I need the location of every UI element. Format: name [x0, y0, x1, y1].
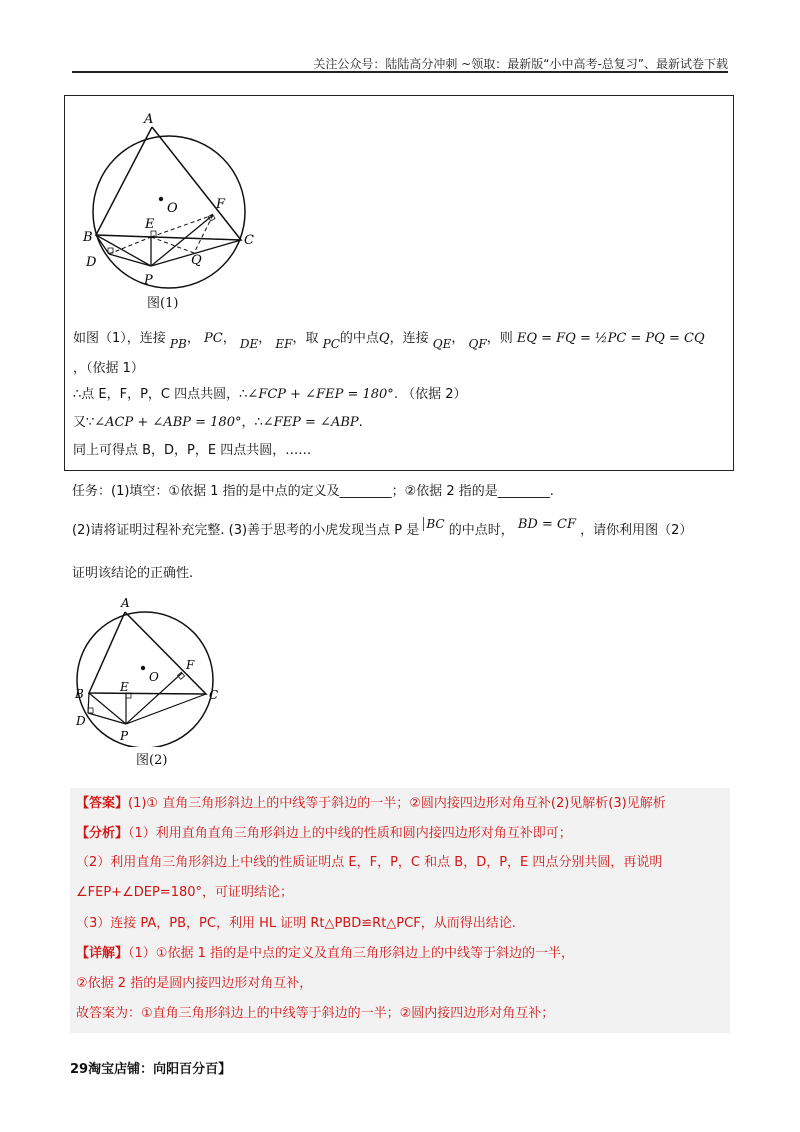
figure-2-caption: 图(2): [136, 753, 168, 768]
detail-line-1: 【详解】（1）①依据 1 指的是中点的定义及直角三角形斜边上的中线等于斜边的一半，: [76, 946, 574, 961]
box-line-2: ，（依据 1）: [73, 361, 144, 376]
analysis-line-4: （3）连接 PA，PB，PC，利用 HL 证明 Rt△PBD≌Rt△PCF，从而得出结论.: [76, 916, 516, 931]
box-line-4: 又∵∠ACP + ∠ABP = 180°，∴∠FEP = ∠ABP.: [73, 415, 363, 430]
label-b-2: B: [75, 687, 84, 701]
dashed-ef: [151, 215, 213, 237]
label-f-2: F: [186, 658, 195, 672]
segment-pc-2: [126, 694, 206, 724]
page-footer: 29淘宝店铺：向阳百分百】: [70, 1062, 232, 1077]
label-d: D: [86, 255, 97, 270]
page-header: 关注公众号：陆陆高分冲刺 ~领取：最新版“小中高考-总复习”、最新试卷下载: [313, 57, 728, 71]
label-d-2: D: [76, 714, 86, 728]
center-dot-2: [141, 666, 145, 670]
label-p: P: [144, 273, 153, 288]
center-dot: [159, 197, 163, 201]
detail-line-3: 故答案为：①直角三角形斜边上的中线等于斜边的一半；②圆内接四边形对角互补；: [76, 1006, 555, 1021]
answer-panel: [70, 788, 730, 1033]
segment-bd: [96, 235, 109, 254]
figure-1-caption: 图(1): [147, 296, 179, 311]
task-line-1: 任务：(1)填空：①依据 1 指的是中点的定义及________；②依据 2 指的是________.: [72, 484, 554, 499]
figure-1: [81, 104, 261, 292]
box-line-5: 同上可得点 B，D，P，E 四点共圆，……: [73, 443, 312, 458]
segment-pd: [109, 254, 151, 266]
box-line-1: 如图（1），连接 PB， PC， DE， EF，取 PC的中点Q，连接 QE， QF，则 EQ = FQ = ½PC = PQ = CQ: [73, 331, 705, 351]
answer-line: 【答案】(1)① 直角三角形斜边上的中线等于斜边的一半；②圆内接四边形对角互补(2)见解析(3)见解析: [76, 796, 666, 811]
dashed-qe: [151, 237, 194, 253]
label-c: C: [244, 233, 254, 248]
label-e-2: E: [120, 680, 129, 694]
analysis-line-2: （2）利用直角三角形斜边上中线的性质证明点 E，F，P，C 和点 B，D，P，E 四点分别共圆，再说明: [76, 855, 663, 870]
triangle-abc: [96, 127, 241, 240]
header-rule: [72, 71, 728, 73]
label-q: Q: [191, 253, 202, 268]
analysis-line-1: 【分析】（1）利用直角直角三角形斜边上的中线的性质和圆内接四边形对角互补即可；: [76, 826, 572, 841]
label-o-2: O: [149, 670, 159, 684]
box-line-3: ∴点 E，F，P，C 四点共圆，∴∠FCP + ∠FEP = 180°. （依据 2）: [73, 387, 467, 402]
label-c-2: C: [209, 688, 219, 702]
label-o: O: [167, 201, 178, 216]
label-a: A: [144, 112, 154, 127]
detail-line-2: ②依据 2 指的是圆内接四边形对角互补，: [76, 976, 313, 991]
task-line-3: 证明该结论的正确性.: [72, 566, 194, 581]
problem-box: [64, 95, 734, 471]
task-line-2: (2)请将证明过程补充完整. (3)善于思考的小虎发现当点 P 是 BC 的中点时， BD = CF ，请你利用图（2）: [72, 517, 693, 538]
figure-2: [70, 595, 230, 747]
label-a-2: A: [121, 596, 130, 610]
analysis-line-3: ∠FEP+∠DEP=180°，可证明结论；: [76, 885, 294, 900]
label-p-2: P: [120, 729, 129, 743]
segment-bp-2: [89, 693, 126, 724]
label-f: F: [216, 197, 226, 212]
label-b: B: [83, 230, 93, 245]
label-e: E: [145, 217, 155, 232]
